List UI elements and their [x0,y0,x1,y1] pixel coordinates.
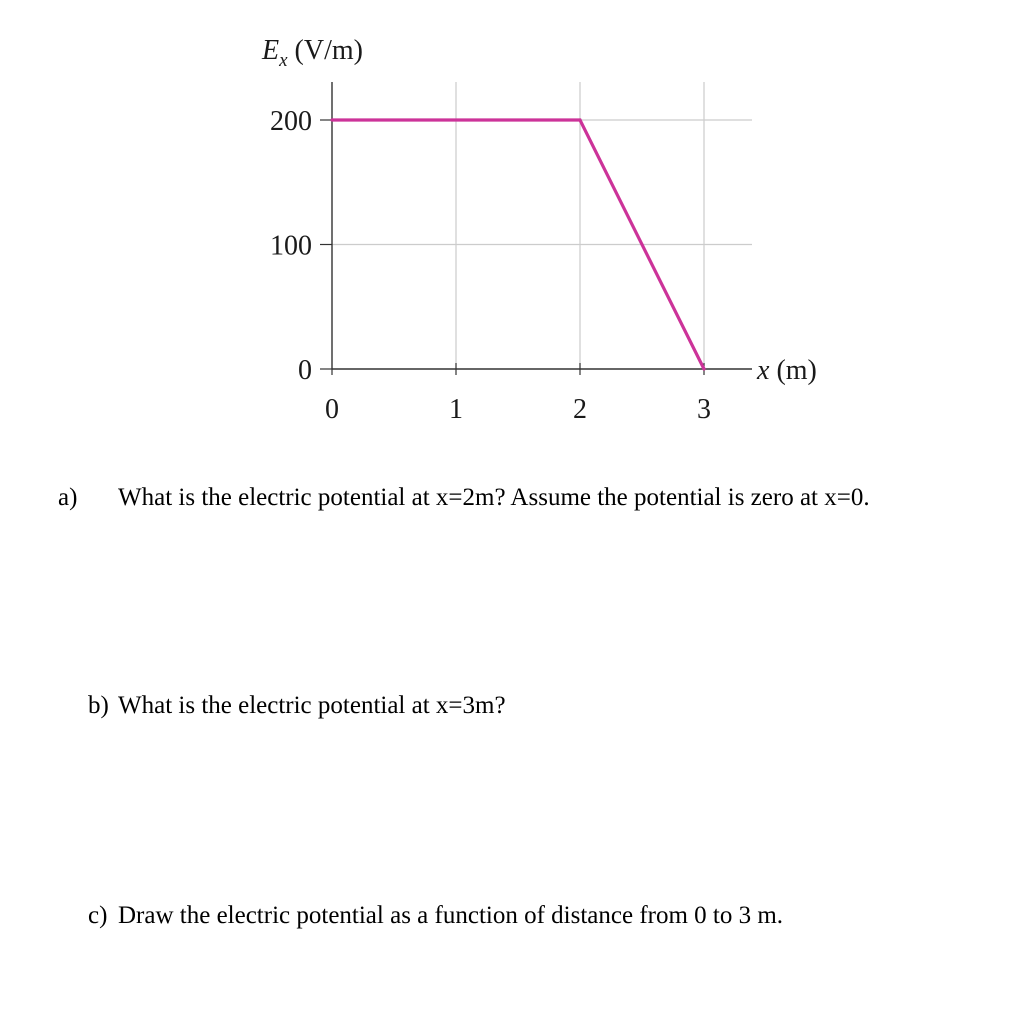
grid-layer [332,82,752,369]
x-axis-label: x (m) [757,355,817,386]
question-c-label: c) [88,902,108,929]
question-b-label: b) [88,692,109,719]
question-c [88,899,783,932]
x-tick-label: 2 [573,394,587,425]
series-point [330,118,333,121]
axis-layer [320,82,752,375]
question-a-label: a) [58,484,78,511]
question-b [88,689,506,722]
question-b-text: What is the electric potential at x=3m? [118,692,506,719]
y-tick-label: 200 [270,106,312,137]
y-tick-label: 0 [298,355,312,386]
x-tick-label: 0 [325,394,339,425]
x-tick-label: 1 [449,394,463,425]
y-axis-label: $E_x$ (V/m) [262,35,363,71]
question-a [58,481,1018,514]
y-tick-label: 100 [270,230,312,262]
electric-field-chart [0,0,1024,440]
series-point [702,367,705,370]
question-c-text: Draw the electric potential as a function of distance from 0 to 3 m. [118,902,784,929]
series-point [578,118,581,121]
label-layer [261,35,817,425]
question-a-text: What is the electric potential at x=2m? Assume the potential is zero at x=0. [118,484,870,511]
x-tick-label: 3 [697,394,711,425]
